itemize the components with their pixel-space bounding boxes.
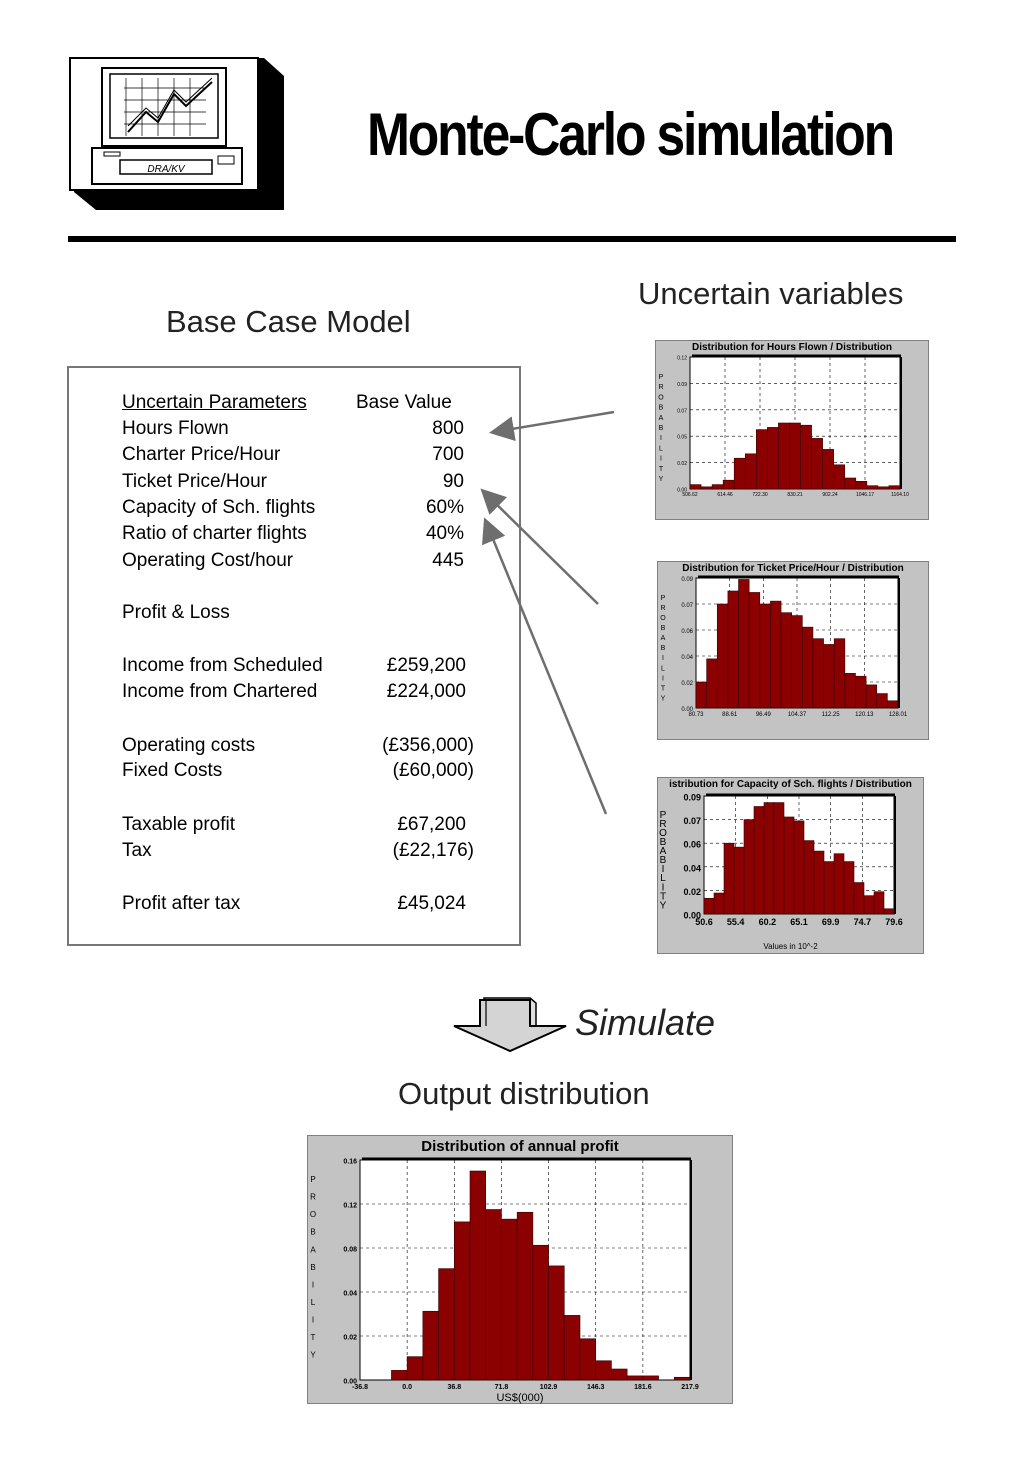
histogram-bar xyxy=(792,616,803,708)
x-tick-label: 50.6 xyxy=(695,917,713,927)
y-tick-label: 0.00 xyxy=(681,707,693,713)
chart-svg xyxy=(308,1136,732,1403)
taxable-profit-value: £67,200 xyxy=(397,814,466,835)
histogram-bar xyxy=(854,883,864,914)
x-tick-label: 74.7 xyxy=(853,917,872,927)
histogram-bar xyxy=(814,851,824,914)
histogram-bar xyxy=(877,694,888,708)
histogram-bar xyxy=(643,1376,659,1380)
y-axis-label-letter: A xyxy=(310,1245,316,1255)
y-axis-label-letter: R xyxy=(659,819,667,831)
histogram-bar xyxy=(834,465,845,489)
histogram-bar xyxy=(701,487,712,489)
y-tick-label: 0.04 xyxy=(683,863,701,874)
x-tick-label: 65.1 xyxy=(790,917,808,927)
histogram-bar xyxy=(756,430,767,489)
y-axis-label-letter: O xyxy=(658,394,664,402)
histogram-bar xyxy=(580,1339,596,1380)
histogram-bar xyxy=(704,898,714,914)
uncertain-variables-caption: Uncertain variables xyxy=(638,276,904,311)
y-axis-label-letter: Y xyxy=(310,1350,316,1360)
y-tick-label: 0.05 xyxy=(677,434,687,441)
y-axis-label-letter: T xyxy=(658,465,664,473)
histogram-bar xyxy=(889,486,900,489)
histogram-bar xyxy=(824,644,835,708)
x-tick-label: 69.9 xyxy=(821,917,840,927)
histogram-bar xyxy=(778,423,789,489)
chart-svg xyxy=(658,778,923,953)
income-chartered-label: Income from Chartered xyxy=(122,681,318,702)
y-axis-label-letter: R xyxy=(310,1192,316,1202)
y-axis-label-letter: T xyxy=(659,891,667,903)
x-tick-label: 104.37 xyxy=(787,712,807,718)
histogram-bar xyxy=(801,425,812,489)
y-axis-label-letter: A xyxy=(659,846,667,858)
y-tick-label: 0.00 xyxy=(683,910,701,921)
histogram-bar xyxy=(844,862,854,914)
y-axis-label-letter: B xyxy=(659,855,667,867)
y-axis-label-letter: I xyxy=(311,1315,315,1325)
x-tick-label: 55.4 xyxy=(726,917,745,927)
histogram-bar xyxy=(770,601,781,708)
histogram-bar xyxy=(486,1210,502,1381)
y-tick-label: 0.16 xyxy=(343,1158,357,1166)
parameter-value: 800 xyxy=(432,418,464,439)
histogram-bar xyxy=(764,803,774,914)
histogram-bar xyxy=(470,1171,486,1380)
y-tick-label: 0.07 xyxy=(683,816,701,827)
histogram-bar xyxy=(767,427,778,489)
base-value-header: Base Value xyxy=(356,392,452,413)
income-chartered-value: £224,000 xyxy=(386,681,466,702)
y-tick-label: 0.02 xyxy=(681,681,693,687)
y-axis-label-letter: O xyxy=(309,1210,317,1220)
y-axis-label-letter: P xyxy=(659,810,667,821)
y-tick-label: 0.09 xyxy=(677,381,687,388)
histogram-bar xyxy=(774,803,784,914)
y-axis-label-letter: I xyxy=(661,864,665,876)
title-rule xyxy=(68,236,956,242)
histogram-bar xyxy=(739,579,750,708)
y-axis-label-letter: O xyxy=(660,615,666,623)
x-tick-label: 112.25 xyxy=(821,712,840,718)
histogram-bar xyxy=(611,1369,627,1380)
x-tick-label: 71.8 xyxy=(494,1384,509,1391)
parameter-label: Operating Cost/hour xyxy=(122,550,294,571)
histogram-bar xyxy=(812,438,823,489)
histogram-bar xyxy=(867,486,878,489)
y-axis-label-letter: B xyxy=(658,425,664,433)
chart-title: istribution for Capacity of Sch. flights / Distribution xyxy=(669,779,912,790)
taxable-profit-label: Taxable profit xyxy=(122,814,236,835)
chart-svg xyxy=(656,341,928,519)
histogram-bar xyxy=(834,854,844,914)
parameter-value: 700 xyxy=(432,444,464,465)
histogram-bar xyxy=(714,893,724,914)
y-tick-label: 0.07 xyxy=(681,603,693,609)
y-tick-label: 0.06 xyxy=(681,629,693,635)
y-axis-label-letter: R xyxy=(658,384,664,392)
x-tick-label: 217.9 xyxy=(681,1384,699,1391)
parameter-value: 40% xyxy=(425,523,464,544)
y-axis-label-letter: P xyxy=(658,374,664,381)
y-axis-label-letter: I xyxy=(660,435,662,443)
y-axis-label-letter: B xyxy=(310,1227,316,1237)
output-distribution-caption: Output distribution xyxy=(398,1076,650,1111)
parameter-label: Capacity of Sch. flights xyxy=(122,497,316,518)
x-tick-label: 120.13 xyxy=(855,712,874,718)
y-tick-label: 0.02 xyxy=(677,461,687,468)
histogram-bar xyxy=(724,843,734,914)
y-tick-label: 0.02 xyxy=(683,886,701,897)
y-axis-label-letter: B xyxy=(310,1262,316,1272)
histogram-bar xyxy=(784,817,794,914)
tax-label: Tax xyxy=(122,840,152,861)
y-tick-label: 0.09 xyxy=(681,577,693,583)
x-tick-label: 128.01 xyxy=(888,712,908,718)
x-tick-label: 506.62 xyxy=(682,492,698,498)
parameter-value: 90 xyxy=(442,471,464,492)
y-axis-label-letter: A xyxy=(658,414,664,422)
histogram-bar xyxy=(549,1266,565,1380)
histogram-bar xyxy=(596,1361,612,1380)
histogram-bar xyxy=(794,821,804,914)
histogram-bar xyxy=(760,604,771,708)
base-case-caption: Base Case Model xyxy=(166,304,411,339)
y-axis-label-letter: Y xyxy=(660,695,666,703)
y-axis-label-letter: T xyxy=(310,1333,316,1343)
histogram-bar xyxy=(878,487,889,489)
y-axis-label-letter: B xyxy=(659,837,667,849)
chart-title: Distribution for Hours Flown / Distribution xyxy=(692,342,892,353)
capacity-chart xyxy=(657,777,924,954)
x-tick-label: 614.46 xyxy=(717,492,733,498)
parameter-value: 445 xyxy=(432,550,464,571)
histogram-bar xyxy=(391,1370,407,1380)
x-tick-label: 181.6 xyxy=(634,1384,652,1391)
x-tick-label: 96.49 xyxy=(755,712,771,718)
histogram-bar xyxy=(824,862,834,914)
parameters-header: Uncertain Parameters xyxy=(122,392,307,413)
y-tick-label: 0.02 xyxy=(343,1334,357,1342)
logo-text: DRA/KV xyxy=(147,164,185,175)
histogram-bar xyxy=(501,1219,517,1380)
histogram-bar xyxy=(690,485,701,489)
y-axis-label-letter: P xyxy=(310,1175,316,1184)
histogram-bar xyxy=(834,639,845,708)
histogram-bar xyxy=(856,481,867,489)
computer-logo-icon xyxy=(68,56,288,214)
histogram-bar xyxy=(564,1315,580,1380)
histogram-bar xyxy=(734,458,745,489)
histogram-bar xyxy=(864,896,874,914)
y-axis-label-letter: L xyxy=(310,1297,316,1307)
income-scheduled-label: Income from Scheduled xyxy=(122,655,323,676)
page-title: Monte-Carlo simulation xyxy=(366,101,894,168)
histogram-bar xyxy=(887,701,898,708)
ticket-price-chart xyxy=(657,561,929,740)
y-tick-label: 0.00 xyxy=(677,487,687,494)
simulate-arrow-icon xyxy=(450,996,570,1054)
histogram-bar xyxy=(423,1311,439,1380)
histogram-bar xyxy=(866,685,877,708)
y-axis-label-letter: I xyxy=(662,675,664,683)
y-axis-label-letter: I xyxy=(661,882,665,894)
y-axis-label-letter: I xyxy=(662,655,664,663)
y-axis-label-letter: L xyxy=(659,445,663,453)
y-axis-label-letter: L xyxy=(661,665,665,673)
histogram-bar xyxy=(813,639,824,708)
y-axis-label-letter: L xyxy=(660,873,666,885)
y-tick-label: 0.04 xyxy=(343,1290,357,1298)
x-tick-label: 902.24 xyxy=(822,492,838,498)
y-tick-label: 0.12 xyxy=(677,355,687,362)
x-tick-label: 1046.17 xyxy=(855,492,875,498)
profit-after-tax-value: £45,024 xyxy=(397,893,466,914)
histogram-bar xyxy=(407,1357,423,1380)
income-scheduled-value: £259,200 xyxy=(386,655,466,676)
y-axis-label-letter: I xyxy=(660,455,662,463)
x-axis-label: US$(000) xyxy=(496,1392,544,1404)
y-axis-label-letter: O xyxy=(659,828,667,840)
hours-flown-chart xyxy=(655,340,929,520)
profit-loss-heading: Profit & Loss xyxy=(122,602,230,623)
histogram-bar xyxy=(804,841,814,914)
parameter-label: Ticket Price/Hour xyxy=(122,471,267,492)
y-axis-label-letter: B xyxy=(660,645,666,653)
y-axis-label-letter: A xyxy=(660,635,666,643)
y-tick-label: 0.06 xyxy=(683,839,701,850)
histogram-bar xyxy=(802,627,813,708)
histogram-bar xyxy=(874,892,884,914)
histogram-bar xyxy=(517,1212,533,1380)
histogram-bar xyxy=(454,1222,470,1380)
operating-costs-label: Operating costs xyxy=(122,735,256,756)
x-tick-label: 146.3 xyxy=(586,1384,605,1391)
histogram-bar xyxy=(749,592,760,708)
y-axis-label-letter: B xyxy=(658,404,664,412)
x-tick-label: 722.30 xyxy=(752,492,768,498)
histogram-bar xyxy=(728,591,739,708)
y-tick-label: 0.09 xyxy=(683,792,701,803)
histogram-bar xyxy=(712,485,723,489)
x-axis-label: Values in 10^-2 xyxy=(763,942,818,951)
fixed-costs-value: (£60,000) xyxy=(392,760,474,781)
y-axis-label-letter: P xyxy=(660,595,666,602)
y-tick-label: 0.00 xyxy=(343,1378,357,1386)
histogram-bar xyxy=(744,820,754,914)
histogram-bar xyxy=(439,1269,455,1380)
y-tick-label: 0.04 xyxy=(681,655,693,661)
y-tick-label: 0.07 xyxy=(677,408,687,415)
histogram-bar xyxy=(745,454,756,489)
chart-title: Distribution of annual profit xyxy=(421,1138,619,1155)
histogram-bar xyxy=(845,673,856,708)
x-tick-label: 88.61 xyxy=(722,712,738,718)
x-tick-label: 80.73 xyxy=(688,712,704,718)
profit-after-tax-label: Profit after tax xyxy=(122,893,241,914)
histogram-bar xyxy=(845,478,856,489)
chart-svg xyxy=(658,562,928,739)
histogram-bar xyxy=(884,909,894,914)
parameter-label: Hours Flown xyxy=(122,418,229,439)
y-axis-label-letter: Y xyxy=(659,900,667,912)
simulate-caption: Simulate xyxy=(575,1002,716,1043)
y-axis-label-letter: T xyxy=(660,685,666,693)
y-axis-label-letter: I xyxy=(311,1280,315,1290)
y-axis-label-letter: Y xyxy=(658,476,664,484)
x-tick-label: 60.2 xyxy=(758,917,777,927)
y-tick-label: 0.12 xyxy=(343,1202,357,1210)
parameter-value: 60% xyxy=(425,497,464,518)
y-tick-label: 0.08 xyxy=(343,1246,357,1254)
y-axis-label-letter: R xyxy=(660,605,666,613)
tax-value: (£22,176) xyxy=(392,840,474,861)
operating-costs-value: (£356,000) xyxy=(382,735,474,756)
histogram-bar xyxy=(707,659,718,708)
annual-profit-chart xyxy=(307,1135,733,1404)
parameter-label: Charter Price/Hour xyxy=(122,444,281,465)
histogram-bar xyxy=(723,480,734,489)
x-tick-label: 830.21 xyxy=(787,492,803,498)
chart-title: Distribution for Ticket Price/Hour / Distribution xyxy=(682,563,904,574)
histogram-bar xyxy=(627,1376,643,1380)
x-tick-label: -36.8 xyxy=(352,1384,368,1391)
histogram-bar xyxy=(533,1245,549,1380)
histogram-bar xyxy=(734,847,744,914)
histogram-bar xyxy=(696,682,707,708)
x-tick-label: 102.9 xyxy=(539,1384,558,1391)
x-tick-label: 36.8 xyxy=(447,1384,462,1391)
x-tick-label: 0.0 xyxy=(402,1384,413,1391)
histogram-bar xyxy=(754,806,764,914)
histogram-bar xyxy=(823,449,834,489)
histogram-bar xyxy=(674,1377,690,1380)
fixed-costs-label: Fixed Costs xyxy=(122,760,223,781)
y-axis-label-letter: B xyxy=(660,625,666,633)
parameter-label: Ratio of charter flights xyxy=(122,523,307,544)
histogram-bar xyxy=(789,423,800,489)
x-tick-label: 1164.10 xyxy=(891,492,909,498)
x-tick-label: 79.6 xyxy=(885,917,903,927)
histogram-bar xyxy=(717,604,728,708)
histogram-bar xyxy=(855,676,866,708)
histogram-bar xyxy=(781,613,792,708)
